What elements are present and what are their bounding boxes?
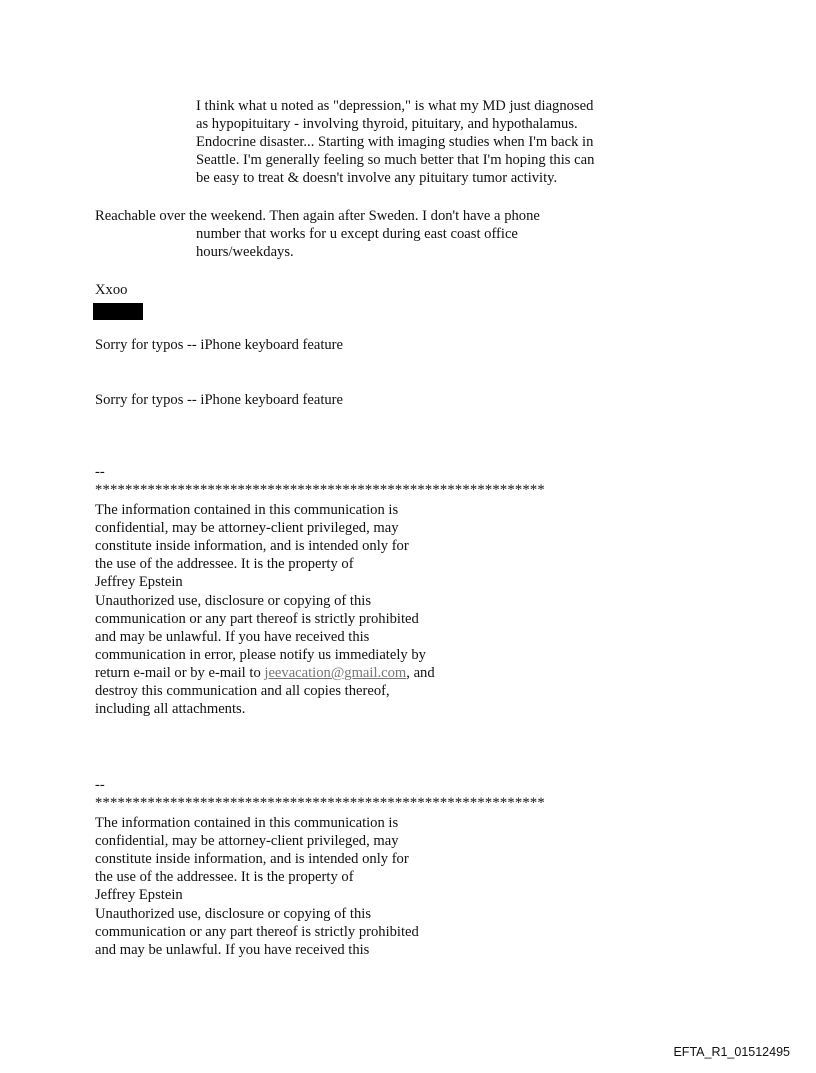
disclaimer-1-line-4: the use of the addressee. It is the property of — [95, 556, 354, 572]
disclaimer-1-line-5: Jeffrey Epstein — [95, 574, 183, 590]
disclaimer-2-stars: ************************************************************ — [95, 795, 545, 811]
link-line-suffix: , and — [406, 665, 435, 681]
disclaimer-1-line-3: constitute inside information, and is intended only for — [95, 538, 409, 554]
disclaimer-2-line-1: The information contained in this communication is — [95, 815, 399, 831]
link-line-prefix: return e-mail or by e-mail to — [95, 665, 265, 681]
disclaimer-1-line-2: confidential, may be attorney-client privileged, may — [95, 520, 399, 536]
disclaimer-2-line-4: the use of the addressee. It is the property of — [95, 869, 354, 885]
disclaimer-2-line-7: communication or any part thereof is strictly prohibited — [95, 924, 419, 940]
reachable-line-1: Reachable over the weekend. Then again after Sweden. I don't have a phone — [95, 208, 540, 224]
reachable-line-3: hours/weekdays. — [196, 244, 294, 260]
disclaimer-1-line-8: and may be unlawful. If you have received this — [95, 629, 370, 645]
redaction-box — [93, 303, 143, 320]
disclaimer-1-line-1: The information contained in this communication is — [95, 502, 399, 518]
sorry-line-2: Sorry for typos -- iPhone keyboard feature — [95, 392, 344, 408]
document-id: EFTA_R1_01512495 — [673, 1045, 790, 1059]
disclaimer-2-dashes: -- — [95, 777, 105, 793]
sorry-line-1: Sorry for typos -- iPhone keyboard feature — [95, 337, 344, 353]
disclaimer-1-line-6: Unauthorized use, disclosure or copying of this — [95, 593, 372, 609]
disclaimer-2-line-8: and may be unlawful. If you have received this — [95, 942, 370, 958]
disclaimer-1-line-9: communication in error, please notify us immediately by — [95, 647, 426, 663]
email-link[interactable]: jeevacation@gmail.com — [264, 665, 407, 681]
disclaimer-2-line-5: Jeffrey Epstein — [95, 887, 183, 903]
signoff: Xxoo — [95, 282, 128, 298]
disclaimer-1-dashes: -- — [95, 464, 105, 480]
disclaimer-1-line-10: destroy this communication and all copies thereof, — [95, 683, 390, 699]
disclaimer-2-line-6: Unauthorized use, disclosure or copying of this — [95, 906, 372, 922]
quoted-line-4: Seattle. I'm generally feeling so much better that I'm hoping this can — [196, 152, 595, 168]
disclaimer-1-link-line — [95, 664, 435, 682]
disclaimer-1-stars: ************************************************************ — [95, 482, 545, 498]
quoted-line-1: I think what u noted as "depression," is what my MD just diagnosed — [196, 98, 594, 114]
disclaimer-2-line-3: constitute inside information, and is intended only for — [95, 851, 409, 867]
reachable-line-2: number that works for u except during east coast office — [196, 226, 518, 242]
disclaimer-2-line-2: confidential, may be attorney-client privileged, may — [95, 833, 399, 849]
disclaimer-1-line-11: including all attachments. — [95, 701, 246, 717]
disclaimer-1-line-7: communication or any part thereof is strictly prohibited — [95, 611, 419, 627]
quoted-line-3: Endocrine disaster... Starting with imaging studies when I'm back in — [196, 134, 594, 150]
quoted-line-2: as hypopituitary - involving thyroid, pituitary, and hypothalamus. — [196, 116, 578, 132]
quoted-line-5: be easy to treat & doesn't involve any pituitary tumor activity. — [196, 170, 558, 186]
